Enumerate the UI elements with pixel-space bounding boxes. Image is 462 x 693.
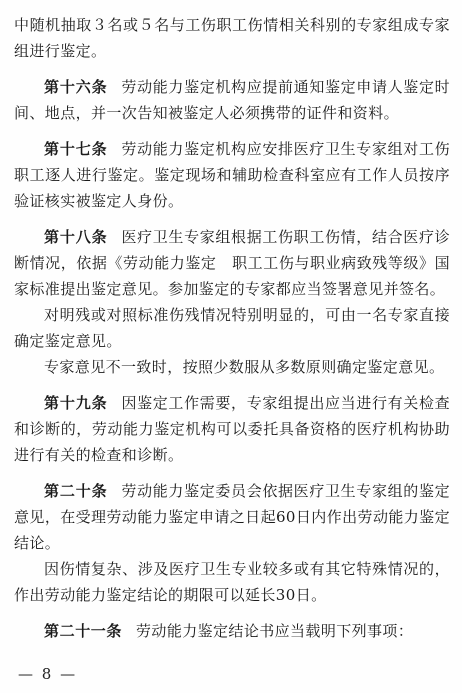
- article-18-clause-3: [14, 354, 450, 380]
- paragraph-text: 劳动能力鉴定机构应提前通知鉴定申请人鉴定时间、地点，并一次告知被鉴定人必须携带的证件和资料。: [14, 78, 450, 122]
- article-17: [14, 136, 450, 214]
- article-heading: 第十八条: [44, 228, 108, 246]
- paragraph-text: 劳动能力鉴定结论书应当载明下列事项：: [136, 622, 414, 640]
- article-heading: 第十七条: [44, 140, 108, 158]
- article-20: [14, 478, 450, 556]
- article-16: [14, 74, 450, 126]
- paragraph-text: 劳动能力鉴定委员会依据医疗卫生专家组的鉴定意见，在受理劳动能力鉴定申请之日起60日内作出劳动能力鉴定结论。: [14, 482, 450, 552]
- paragraph-continuation: [14, 12, 450, 64]
- article-18: [14, 224, 450, 302]
- article-20-clause-2: [14, 556, 450, 608]
- paragraph-text: 因鉴定工作需要，专家组提出应当进行有关检查和诊断的，劳动能力鉴定机构可以委托具备资格的医疗机构协助进行有关的检查和诊断。: [14, 394, 450, 464]
- paragraph-text: 因伤情复杂、涉及医疗卫生专业较多或有其它特殊情况的，作出劳动能力鉴定结论的期限可以延长30日。: [14, 560, 450, 604]
- paragraph-text: 医疗卫生专家组根据工伤职工伤情，结合医疗诊断情况，依据《劳动能力鉴定 职工工伤与职业病致残等级》国家标准提出鉴定意见。参加鉴定的专家都应当签署意见并签名。: [14, 228, 450, 298]
- paragraph-text: 对明残或对照标准伤残情况特别明显的，可由一名专家直接确定鉴定意见。: [14, 306, 450, 350]
- article-19: [14, 390, 450, 468]
- article-18-clause-2: [14, 302, 450, 354]
- article-heading: 第十六条: [44, 78, 108, 96]
- paragraph-text: 专家意见不一致时，按照少数服从多数原则确定鉴定意见。: [44, 358, 445, 376]
- page-number: — 8 —: [18, 665, 78, 683]
- article-heading: 第十九条: [44, 394, 108, 412]
- article-heading: 第二十一条: [44, 622, 123, 640]
- paragraph-text: 中随机抽取３名或５名与工伤职工伤情相关科别的专家组成专家组进行鉴定。: [14, 16, 450, 60]
- paragraph-text: 劳动能力鉴定机构应安排医疗卫生专家组对工伤职工逐人进行鉴定。鉴定现场和辅助检查科室应有工作人员按序验证核实被鉴定人身份。: [14, 140, 450, 210]
- document-body: [14, 12, 450, 644]
- article-heading: 第二十条: [44, 482, 108, 500]
- article-21: [14, 618, 450, 644]
